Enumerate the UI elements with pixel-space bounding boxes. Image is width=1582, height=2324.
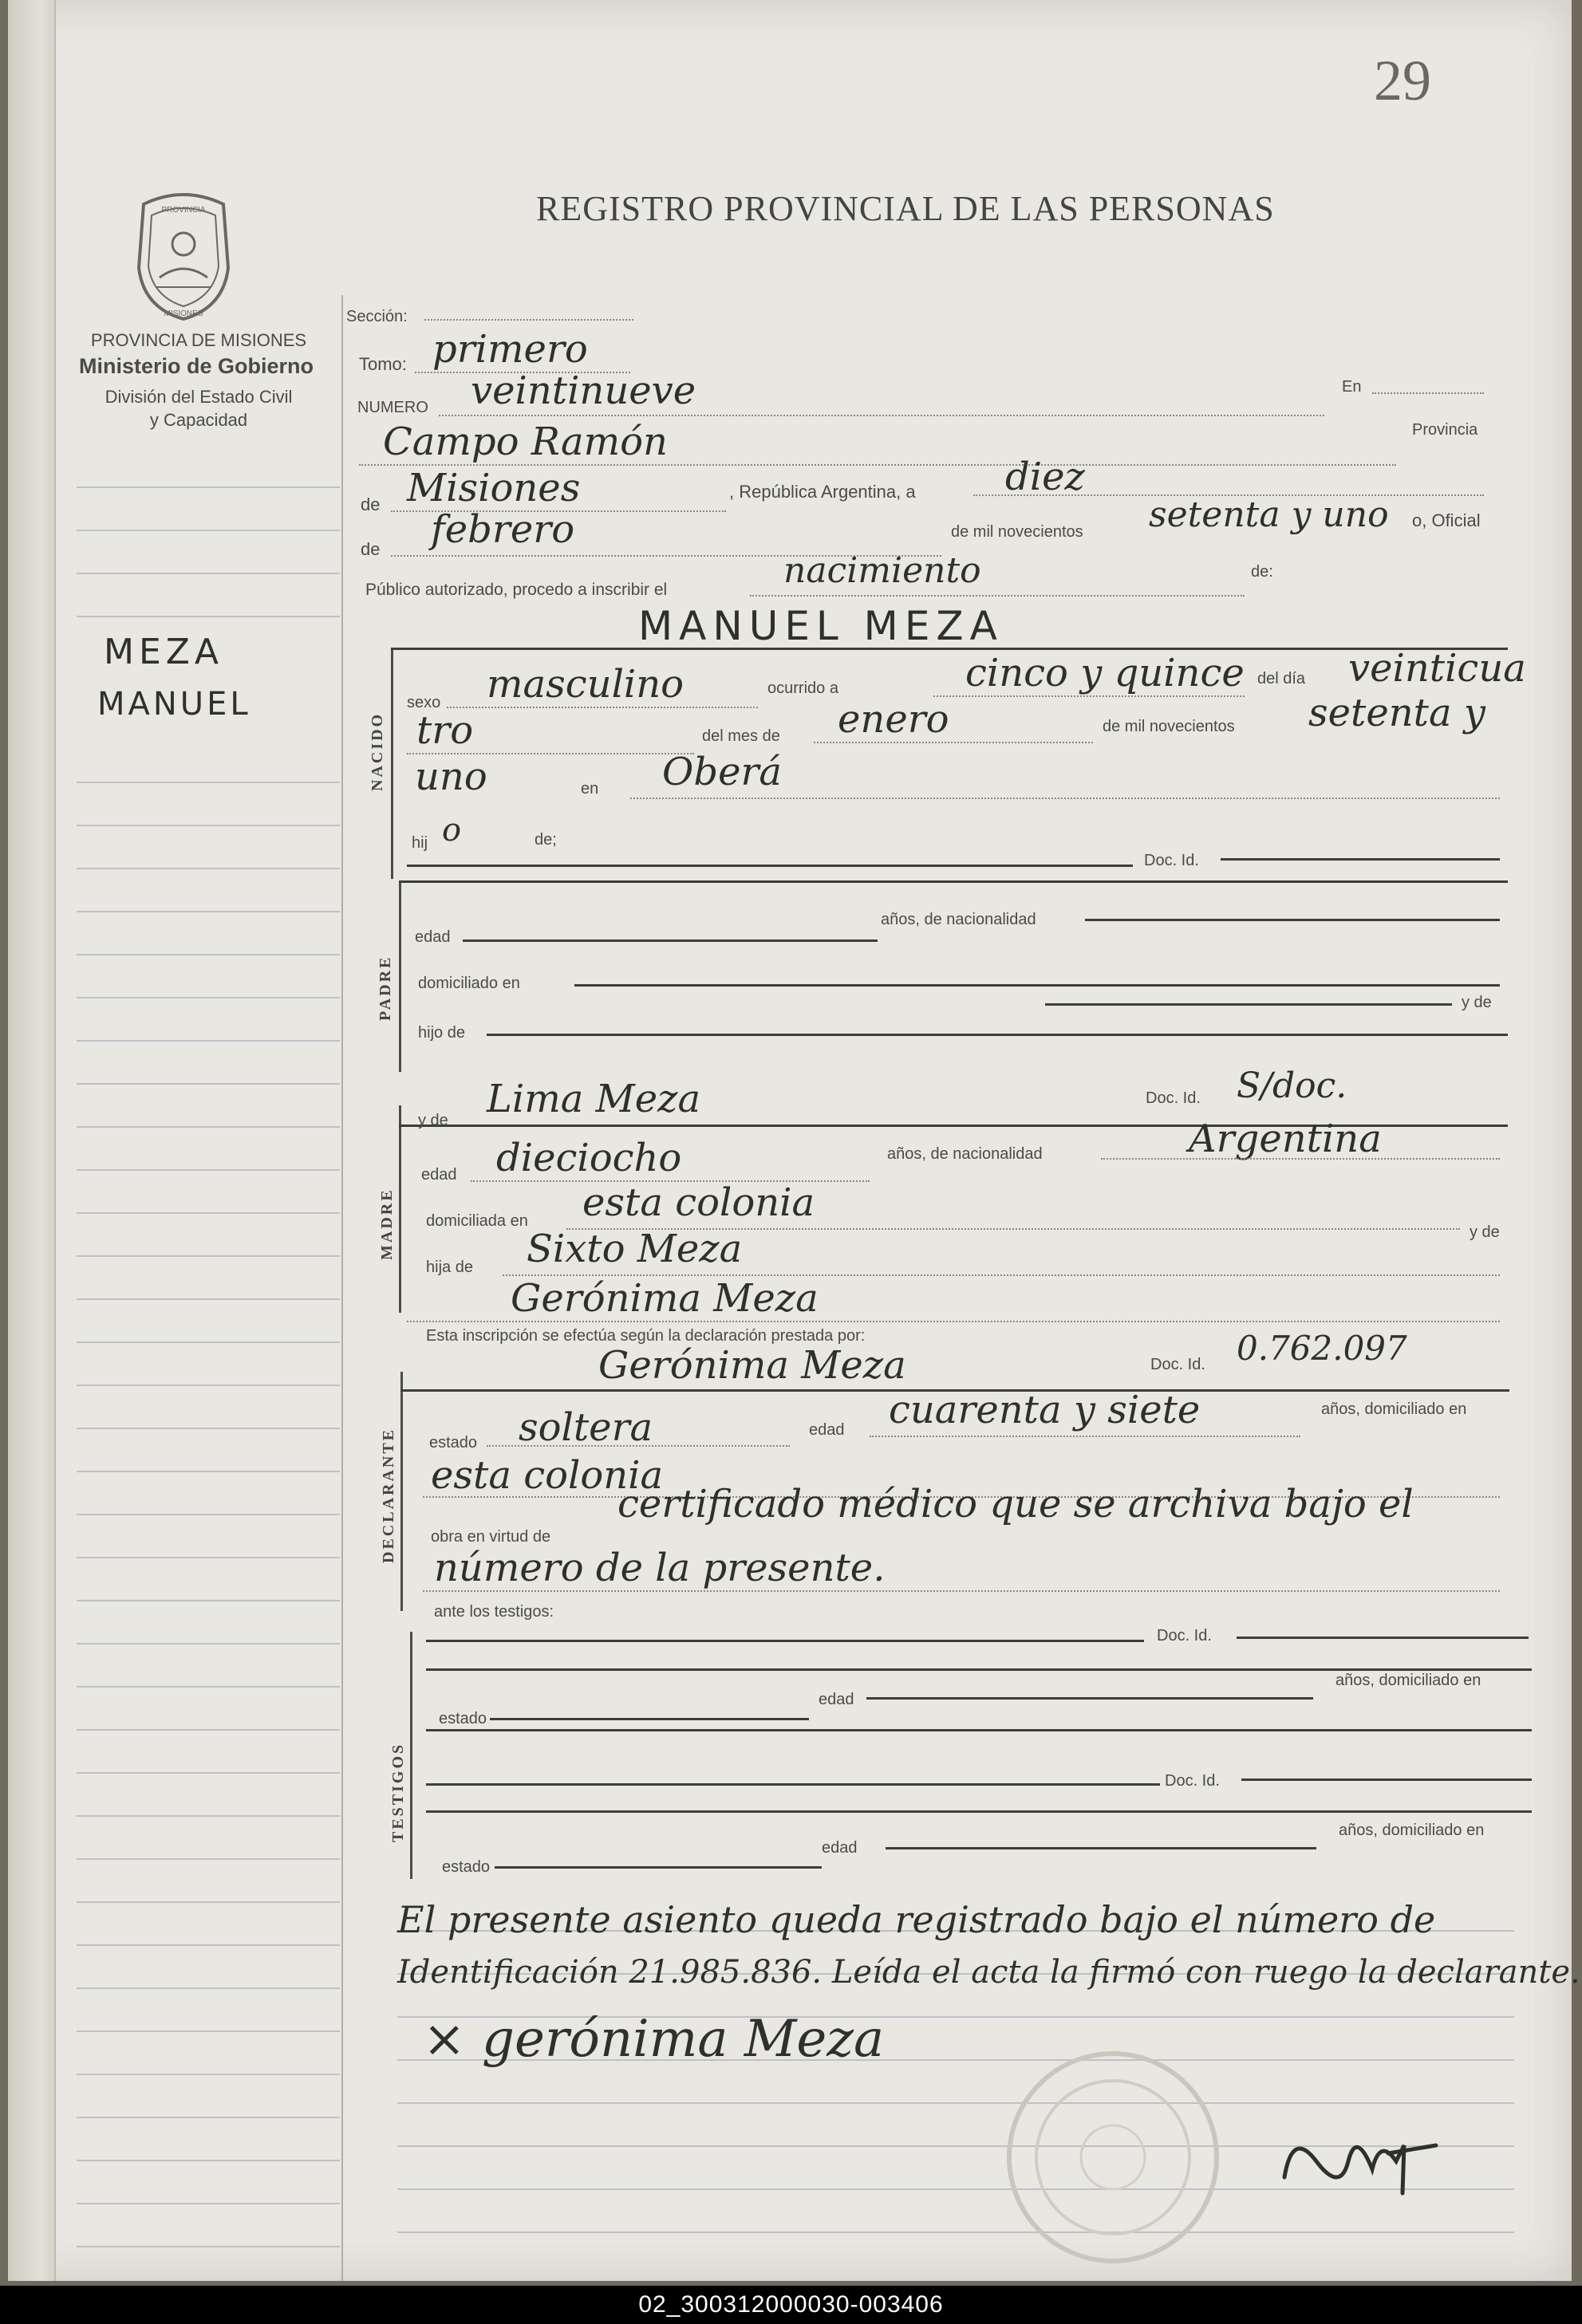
line-obra (423, 1590, 1500, 1592)
label-publico: Público autorizado, procedo a inscribir el (365, 581, 668, 599)
value-nombre: MANUEL MEZA (638, 603, 1004, 649)
label-doc-id-madre: Doc. Id. (1146, 1089, 1201, 1107)
section-label-nacido: NACIDO (369, 711, 386, 791)
testigos-line-2 (426, 1783, 1160, 1786)
margin-note-name: MANUEL (97, 686, 251, 723)
label-anos-dom-t1: años, domiciliado en (1335, 1672, 1481, 1689)
label-obra: obra en virtud de (431, 1528, 551, 1546)
footer-image-id: 02_300312000030-003406 (0, 2286, 1582, 2324)
label-del-dia: del día (1257, 670, 1306, 687)
padre-top-rule (399, 880, 1508, 883)
madre-bracket (399, 1105, 401, 1313)
line-doc-id-1 (1221, 858, 1500, 861)
label-edad-padre: edad (415, 928, 451, 946)
line-hora (933, 695, 1245, 697)
value-madre-padre: Sixto Meza (527, 1227, 743, 1271)
label-anos-nac-madre: años, de nacionalidad (887, 1145, 1043, 1163)
value-obra-2: número de la presente. (434, 1546, 886, 1590)
label-edad-t2: edad (822, 1839, 858, 1857)
label-doc-id-declarante: Doc. Id. (1150, 1356, 1205, 1373)
nacido-bracket (391, 648, 393, 879)
line-edad-t1 (866, 1697, 1313, 1700)
value-mes-nac: enero (838, 697, 949, 742)
value-acto: nacimiento (783, 550, 981, 591)
value-madre-nac: Argentina (1189, 1117, 1382, 1161)
line-edad-padre (463, 939, 878, 942)
section-label-madre: MADRE (378, 1188, 396, 1260)
line-estado-t1 (490, 1718, 809, 1720)
line-edad-t2 (886, 1847, 1316, 1849)
value-lugar-nac: Oberá (662, 750, 783, 794)
label-domiciliado-padre: domiciliado en (418, 975, 520, 992)
label-oficial: o, Oficial (1412, 510, 1481, 530)
value-dia: diez (1005, 455, 1085, 499)
value-madre-nombre: Lima Meza (487, 1077, 701, 1121)
line-numero (439, 415, 1324, 416)
value-hijo-suffix: o (442, 812, 462, 849)
value-provincia: Misiones (407, 466, 581, 510)
value-anio-nac-2: uno (415, 754, 487, 799)
line-sexo (447, 707, 758, 708)
testigos-rule-1 (426, 1668, 1532, 1671)
line-estado (487, 1445, 790, 1447)
nacido-top-rule (391, 648, 1508, 650)
value-dia-nac-1: veinticua (1348, 646, 1526, 691)
value-edad-declarante: cuarenta y siete (889, 1388, 1201, 1432)
label-sexo: sexo (407, 694, 441, 711)
label-doc-id-t1: Doc. Id. (1157, 1627, 1212, 1645)
value-madre-madre: Gerónima Meza (511, 1276, 819, 1321)
margin-note-surname: MEZA (104, 632, 224, 672)
label-numero: NUMERO (357, 399, 428, 416)
label-hija-de: hija de (426, 1259, 473, 1276)
label-anos-nac-padre: años, de nacionalidad (881, 911, 1036, 928)
value-estado: soltera (519, 1405, 653, 1450)
label-del-mes: del mes de (702, 727, 780, 745)
label-en: En (1342, 378, 1362, 396)
label-republica: , República Argentina, a (729, 482, 916, 502)
label-estado: estado (429, 1434, 478, 1452)
label-ocurrido: ocurrido a (767, 679, 838, 697)
value-domicilio: esta colonia (431, 1453, 664, 1498)
label-de-colon: de: (1251, 563, 1273, 581)
label-edad-t1: edad (819, 1691, 854, 1708)
label-en-2: en (581, 780, 599, 798)
label-edad-declarante: edad (809, 1421, 845, 1439)
label-y-de-madre: y de (418, 1112, 448, 1129)
line-lugar-nac (630, 798, 1500, 799)
value-anio-nac-1: setenta y (1308, 691, 1485, 735)
value-declarante-doc: 0.762.097 (1237, 1329, 1407, 1368)
testigos-line-1b (1237, 1637, 1529, 1639)
line-estado-t2 (495, 1866, 822, 1869)
line-hijo-de-padre (487, 1034, 1508, 1036)
provincial-seal-emblem (128, 188, 239, 322)
label-estado-t2: estado (442, 1858, 491, 1876)
section-label-padre: PADRE (377, 955, 394, 1021)
label-provincia: Provincia (1412, 421, 1478, 439)
page-number: 29 (1374, 49, 1431, 112)
label-hij: hij (412, 834, 428, 852)
label-doc-id-t2: Doc. Id. (1165, 1772, 1220, 1790)
line-hijo-de (407, 865, 1133, 867)
value-madre-edad: dieciocho (496, 1136, 682, 1180)
label-doc-id-1: Doc. Id. (1144, 852, 1199, 869)
value-madre-dom: esta colonia (582, 1180, 815, 1225)
value-lugar: Campo Ramón (383, 420, 668, 464)
label-tomo: Tomo: (359, 354, 407, 374)
registry-page (8, 0, 1580, 2281)
label-y-de-padre: y de (1462, 994, 1492, 1011)
testigos-rule-2 (426, 1729, 1532, 1731)
page-title: REGISTRO PROVINCIAL DE LAS PERSONAS (536, 189, 1275, 228)
org-line-1: PROVINCIA DE MISIONES (90, 330, 307, 350)
value-tomo: primero (432, 327, 588, 372)
label-de-2: de (361, 539, 381, 559)
line-en (1372, 392, 1484, 394)
line-seccion (424, 319, 633, 321)
seal-lettering-bottom: MISIONES (164, 309, 203, 318)
label-seccion: Sección: (346, 308, 408, 325)
seal-lettering-top: PROVINCIA (161, 206, 206, 215)
testigos-bracket (410, 1632, 412, 1879)
value-obra-1: certificado médico que se archiva bajo el (617, 1482, 1414, 1526)
value-declarante: Gerónima Meza (598, 1343, 906, 1388)
testigos-rule-3 (426, 1810, 1532, 1813)
line-nac-padre (1085, 919, 1500, 921)
note-line-2: Identificación 21.985.836. Leída el acta la firmó con ruego la declarante. (397, 1954, 1580, 1991)
label-de-mil-2: de mil novecientos (1103, 718, 1235, 735)
official-stamp-seal (997, 2042, 1229, 2273)
label-ante: ante los testigos: (434, 1603, 554, 1621)
org-line-4: y Capacidad (149, 410, 248, 430)
padre-bracket (399, 880, 401, 1072)
label-de-1: de (361, 494, 381, 514)
label-estado-t1: estado (439, 1710, 487, 1727)
declarant-signature: × gerónima Meza (423, 2010, 885, 2069)
label-edad-madre: edad (421, 1166, 457, 1184)
line-acto (750, 595, 1245, 597)
label-de-mil: de mil novecientos (951, 523, 1083, 541)
left-column-divider (341, 295, 343, 2281)
line-mes-nac (814, 742, 1093, 743)
label-esta-inscripcion: Esta inscripción se efectúa según la declaración prestada por: (426, 1327, 866, 1345)
line-ydepadre (1045, 1003, 1452, 1006)
label-y-de-madre-2: y de (1470, 1223, 1500, 1241)
value-hora: cinco y quince (965, 651, 1245, 695)
binder-edge (8, 0, 56, 2281)
org-line-2: Ministerio de Gobierno (78, 354, 314, 378)
value-dia-nac-2: tro (416, 708, 474, 753)
label-hijo-de: hijo de (418, 1024, 465, 1042)
label-anos-dom: años, domiciliado en (1321, 1400, 1467, 1418)
value-madre-doc: S/doc. (1237, 1065, 1347, 1106)
testigos-line-2b (1241, 1778, 1532, 1781)
label-de-semi: de; (535, 831, 557, 849)
value-sexo: masculino (487, 662, 684, 707)
declarante-bracket (400, 1372, 403, 1611)
value-anio: setenta y uno (1149, 494, 1389, 535)
line-madre-madre (407, 1321, 1500, 1322)
label-domiciliada: domiciliada en (426, 1212, 528, 1230)
official-signature (1268, 2113, 1444, 2209)
note-line-1: El presente asiento queda registrado bajo el número de (397, 1898, 1436, 1941)
value-numero: veintinueve (471, 368, 696, 413)
line-domiciliado-padre (574, 984, 1500, 987)
line-edad-declarante (870, 1436, 1300, 1437)
label-anos-dom-t2: años, domiciliado en (1339, 1822, 1485, 1839)
value-mes: febrero (431, 507, 575, 552)
section-label-declarante: DECLARANTE (380, 1427, 397, 1563)
line-madre-nac (1101, 1158, 1500, 1160)
section-label-testigos: TESTIGOS (389, 1742, 407, 1842)
testigos-line-1 (426, 1640, 1144, 1642)
org-line-3: División del Estado Civil (105, 387, 293, 407)
